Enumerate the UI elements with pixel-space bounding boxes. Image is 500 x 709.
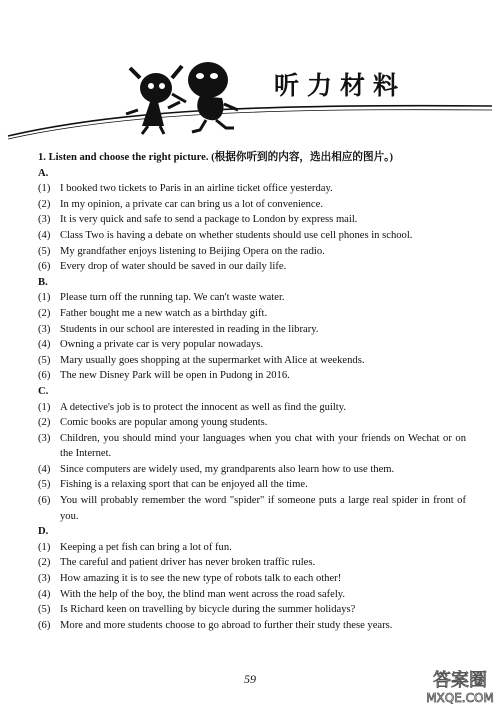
item-number: (4)	[38, 463, 51, 475]
list-item	[38, 259, 466, 275]
item-text: My grandfather enjoys listening to Beijing Opera on the radio.	[60, 245, 325, 257]
item-text: Father bought me a new watch as a birthday gift.	[60, 307, 268, 319]
list-item	[38, 212, 466, 228]
item-text: Fishing is a relaxing sport that can be enjoyed all the time.	[60, 479, 308, 491]
list-item	[38, 290, 466, 306]
item-number: (1)	[38, 401, 51, 413]
section-label: A.	[38, 167, 49, 179]
item-number: (6)	[38, 495, 51, 507]
item-number: (5)	[38, 245, 51, 257]
listening-material	[38, 150, 466, 633]
watermark-logo	[420, 662, 500, 708]
item-text: In my opinion, a private car can bring us a lot of convenience.	[60, 198, 323, 210]
list-item	[38, 571, 466, 587]
page-header	[0, 0, 500, 140]
list-item	[38, 477, 466, 493]
item-text: Every drop of water should be saved in our daily life.	[60, 261, 287, 273]
item-text: You will probably remember the word "spider" if someone puts a large real spider in front of you.	[60, 495, 466, 522]
item-text: It is very quick and safe to send a package to London by express mail.	[60, 214, 358, 226]
item-text: The new Disney Park will be open in Pudong in 2016.	[60, 370, 290, 382]
item-text: Students in our school are interested in reading in the library.	[60, 323, 319, 335]
item-number: (2)	[38, 557, 51, 569]
item-text: More and more students choose to go abroad to further their study these years.	[60, 619, 393, 631]
page-number: 59	[244, 672, 256, 686]
list-item	[38, 431, 466, 462]
section-label: B.	[38, 276, 48, 288]
page-title: 听力材料	[274, 71, 407, 100]
item-number: (5)	[38, 479, 51, 491]
item-number: (3)	[38, 323, 51, 335]
item-number: (6)	[38, 619, 51, 631]
list-item	[38, 415, 466, 431]
girl-cartoon-icon	[126, 66, 182, 134]
item-text: Class Two is having a debate on whether students should use cell phones in school.	[60, 229, 413, 241]
list-item	[38, 462, 466, 478]
list-item	[38, 197, 466, 213]
header-decoration	[0, 0, 500, 140]
item-text: Since computers are widely used, my grandparents also learn how to use them.	[60, 463, 395, 475]
sections-container	[38, 166, 466, 634]
list-item	[38, 493, 466, 524]
list-item	[38, 181, 466, 197]
item-number: (5)	[38, 354, 51, 366]
list-item	[38, 368, 466, 384]
list-item	[38, 244, 466, 260]
item-number: (4)	[38, 588, 51, 600]
item-number: (6)	[38, 261, 51, 273]
section-label: D.	[38, 526, 49, 538]
list-item	[38, 618, 466, 634]
item-text: Owning a private car is very popular nowadays.	[60, 339, 263, 351]
list-item	[38, 228, 466, 244]
list-item	[38, 353, 466, 369]
item-text: Mary usually goes shopping at the supermarket with Alice at weekends.	[60, 354, 365, 366]
item-text: With the help of the boy, the blind man went across the road safely.	[60, 588, 346, 600]
item-number: (3)	[38, 432, 51, 444]
list-item	[38, 337, 466, 353]
list-item	[38, 540, 466, 556]
list-item	[38, 587, 466, 603]
item-number: (3)	[38, 214, 51, 226]
item-number: (1)	[38, 292, 51, 304]
item-text: Please turn off the running tap. We can't waste water.	[60, 292, 285, 304]
list-item	[38, 306, 466, 322]
question-title: 1. Listen and choose the right picture. (根据你听到的内容，选出相应的图片。)	[38, 152, 393, 163]
item-number: (2)	[38, 198, 51, 210]
list-item	[38, 602, 466, 618]
list-item	[38, 555, 466, 571]
item-number: (6)	[38, 370, 51, 382]
list-item	[38, 322, 466, 338]
item-number: (3)	[38, 573, 51, 585]
boy-cartoon-icon	[172, 62, 238, 132]
item-text: A detective's job is to protect the innocent as well as find the guilty.	[60, 401, 347, 413]
item-text: The careful and patient driver has never broken traffic rules.	[60, 557, 316, 569]
item-text: Keeping a pet fish can bring a lot of fun.	[60, 541, 232, 553]
list-item	[38, 400, 466, 416]
item-number: (4)	[38, 339, 51, 351]
item-number: (1)	[38, 541, 51, 553]
item-number: (2)	[38, 417, 51, 429]
item-text: Comic books are popular among young students.	[60, 417, 268, 429]
item-number: (2)	[38, 307, 51, 319]
item-text: I booked two tickets to Paris in an airline ticket office yesterday.	[60, 183, 333, 195]
item-text: Is Richard keen on travelling by bicycle during the summer holidays?	[60, 604, 356, 616]
watermark-url: MXQE.COM	[426, 691, 494, 705]
item-number: (1)	[38, 183, 51, 195]
item-number: (4)	[38, 229, 51, 241]
item-number: (5)	[38, 604, 51, 616]
item-text: How amazing it is to see the new type of robots talk to each other!	[60, 573, 342, 585]
item-text: Children, you should mind your languages when you chat with your friends on Wechat or on the Internet.	[60, 432, 466, 460]
watermark-text: 答案圈	[433, 670, 487, 691]
section-label: C.	[38, 385, 49, 397]
